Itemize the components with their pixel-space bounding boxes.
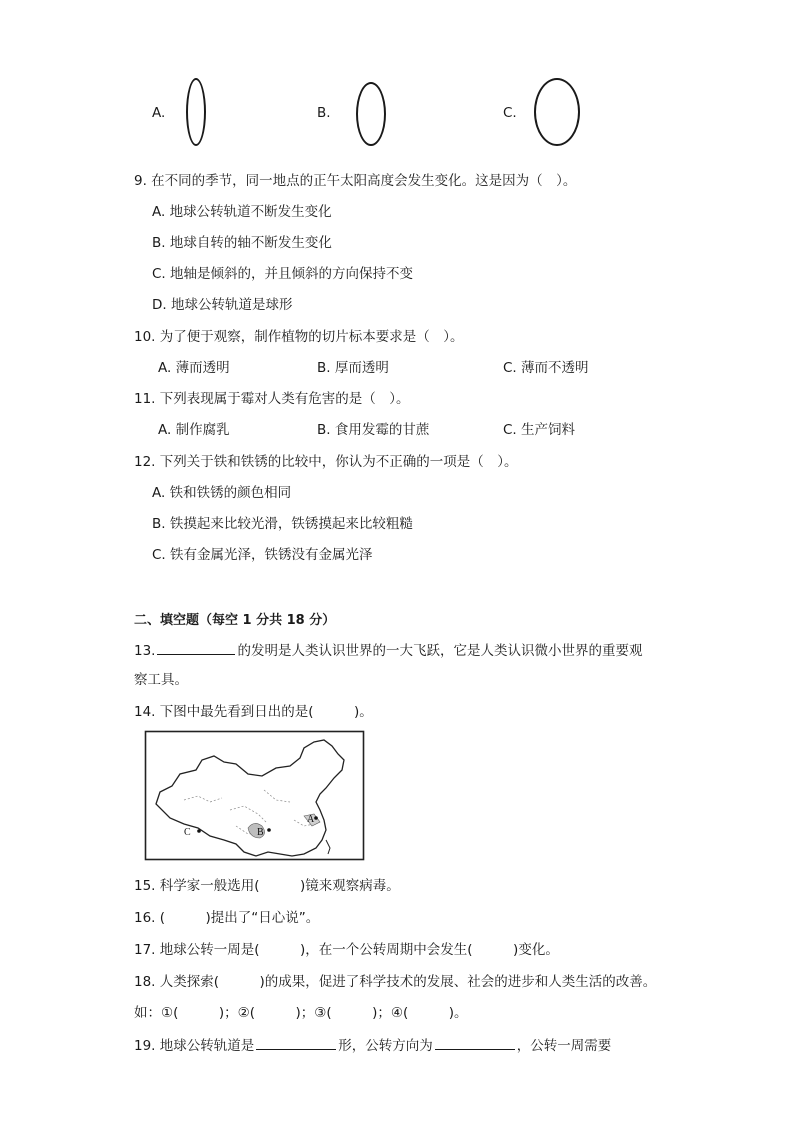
q19-part2: 形，公转方向为	[338, 1038, 433, 1054]
point-a-dot	[314, 816, 318, 820]
q8-option-a-label: A.	[152, 105, 166, 121]
q9-option-d: D. 地球公转轨道是球形	[152, 297, 293, 313]
q13-number: 13.	[134, 643, 156, 659]
q17-text: 17. 地球公转一周是( )，在一个公转周期中会发生( )变化。	[134, 942, 559, 958]
q14-stem: 14. 下图中最先看到日出的是( )。	[134, 704, 373, 720]
q11-option-b: B. 食用发霉的甘蔗	[317, 422, 430, 438]
section-2-title: 二、填空题（每空 1 分共 18 分）	[134, 613, 336, 628]
point-c-label: C	[184, 827, 191, 838]
q19-blank-shape[interactable]	[256, 1035, 336, 1050]
q10-option-c: C. 薄而不透明	[503, 360, 589, 376]
q19-part3: ，公转一周需要	[516, 1038, 612, 1054]
q8-option-c-label: C.	[503, 105, 517, 121]
q18-line2: 如：①( )；②( )；③( )；④( )。	[134, 1005, 468, 1021]
point-a-label: A	[307, 814, 315, 825]
q9-option-a: A. 地球公转轨道不断发生变化	[152, 204, 332, 220]
q13-line2: 察工具。	[134, 672, 188, 688]
point-b-dot	[267, 828, 271, 832]
q13-line1	[134, 640, 642, 660]
q8-option-b-label: B.	[317, 105, 331, 121]
china-map-figure	[144, 730, 366, 862]
q10-stem: 10. 为了便于观察，制作植物的切片标本要求是（ ）。	[134, 329, 464, 345]
q13-text: 的发明是人类认识世界的一大飞跃，它是人类认识微小世界的重要观	[237, 643, 643, 659]
ellipse-c-figure	[534, 78, 580, 146]
q11-stem: 11. 下列表现属于霉对人类有危害的是（ ）。	[134, 391, 410, 407]
q19-blank-direction[interactable]	[435, 1035, 515, 1050]
q19-line	[134, 1035, 611, 1055]
q18-line1: 18. 人类探索( )的成果，促进了科学技术的发展、社会的进步和人类生活的改善。	[134, 974, 657, 990]
q9-stem: 9. 在不同的季节，同一地点的正午太阳高度会发生变化。这是因为（ ）。	[134, 173, 577, 189]
q11-option-a: A. 制作腐乳	[158, 422, 230, 438]
q12-option-c: C. 铁有金属光泽，铁锈没有金属光泽	[152, 547, 373, 563]
q9-option-c: C. 地轴是倾斜的，并且倾斜的方向保持不变	[152, 266, 414, 282]
q11-option-c: C. 生产饲料	[503, 422, 576, 438]
q10-option-a: A. 薄而透明	[158, 360, 230, 376]
q12-option-b: B. 铁摸起来比较光滑，铁锈摸起来比较粗糙	[152, 516, 413, 532]
point-c-dot	[197, 829, 201, 833]
ellipse-a-figure	[186, 78, 206, 146]
q16-text: 16. ( )提出了“日心说”。	[134, 910, 320, 926]
q19-part1: 19. 地球公转轨道是	[134, 1038, 255, 1054]
q9-option-b: B. 地球自转的轴不断发生变化	[152, 235, 332, 251]
ellipse-b-figure	[356, 82, 386, 146]
q12-option-a: A. 铁和铁锈的颜色相同	[152, 485, 292, 501]
q10-option-b: B. 厚而透明	[317, 360, 389, 376]
q15-text: 15. 科学家一般选用( )镜来观察病毒。	[134, 878, 400, 894]
q12-stem: 12. 下列关于铁和铁锈的比较中，你认为不正确的一项是（ ）。	[134, 454, 518, 470]
q13-blank[interactable]	[157, 640, 235, 655]
point-b-label: B	[257, 827, 264, 838]
